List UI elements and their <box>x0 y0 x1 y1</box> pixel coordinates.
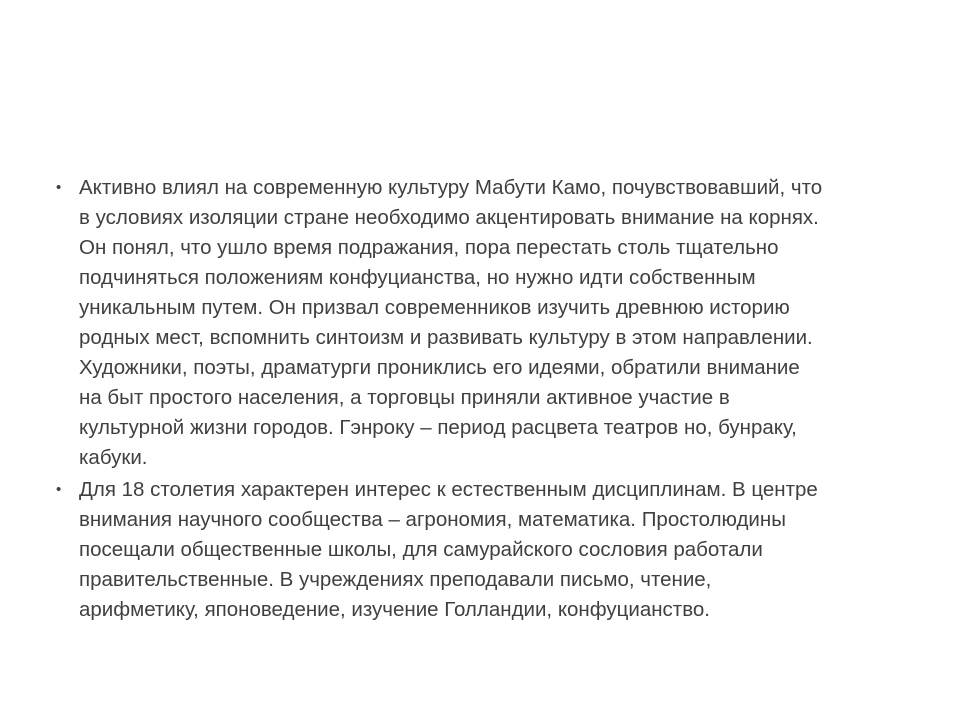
text-line: в условиях изоляции стране необходимо акцентировать внимание на корнях. <box>79 206 819 229</box>
text-line: родных мест, вспомнить синтоизм и развивать культуру в этом направлении. <box>79 326 813 349</box>
text-line: посещали общественные школы, для самурайского сословия работали <box>79 538 763 561</box>
text-line: арифметику, японоведение, изучение Голландии, конфуцианство. <box>79 598 710 621</box>
bullet-list <box>52 173 912 625</box>
text-line: на быт простого населения, а торговцы приняли активное участие в <box>79 386 730 409</box>
slide-body <box>52 173 912 627</box>
text-line: правительственные. В учреждениях преподавали письмо, чтение, <box>79 568 712 591</box>
text-line: Художники, поэты, драматурги прониклись его идеями, обратили внимание <box>79 356 800 379</box>
bullet-item-1 <box>52 173 912 473</box>
text-line: внимания научного сообщества – агрономия, математика. Простолюдины <box>79 508 786 531</box>
text-line: Для 18 столетия характерен интерес к естественным дисциплинам. В центре <box>79 478 818 501</box>
text-line: Активно влиял на современную культуру Мабути Камо, почувствовавший, что <box>79 176 823 199</box>
text-line: культурной жизни городов. Гэнроку – период расцвета театров но, бунраку, <box>79 416 797 439</box>
bullet-item-2 <box>52 475 912 625</box>
bullet-text-1 <box>79 173 912 473</box>
text-line: уникальным путем. Он призвал современников изучить древнюю историю <box>79 296 790 319</box>
text-line: Он понял, что ушло время подражания, пора перестать столь тщательно <box>79 236 779 259</box>
text-line: кабуки. <box>79 446 148 469</box>
bullet-marker: • <box>56 481 62 498</box>
text-line: подчиняться положениям конфуцианства, но нужно идти собственным <box>79 266 756 289</box>
bullet-marker: • <box>56 179 62 196</box>
bullet-text-2 <box>79 475 912 625</box>
